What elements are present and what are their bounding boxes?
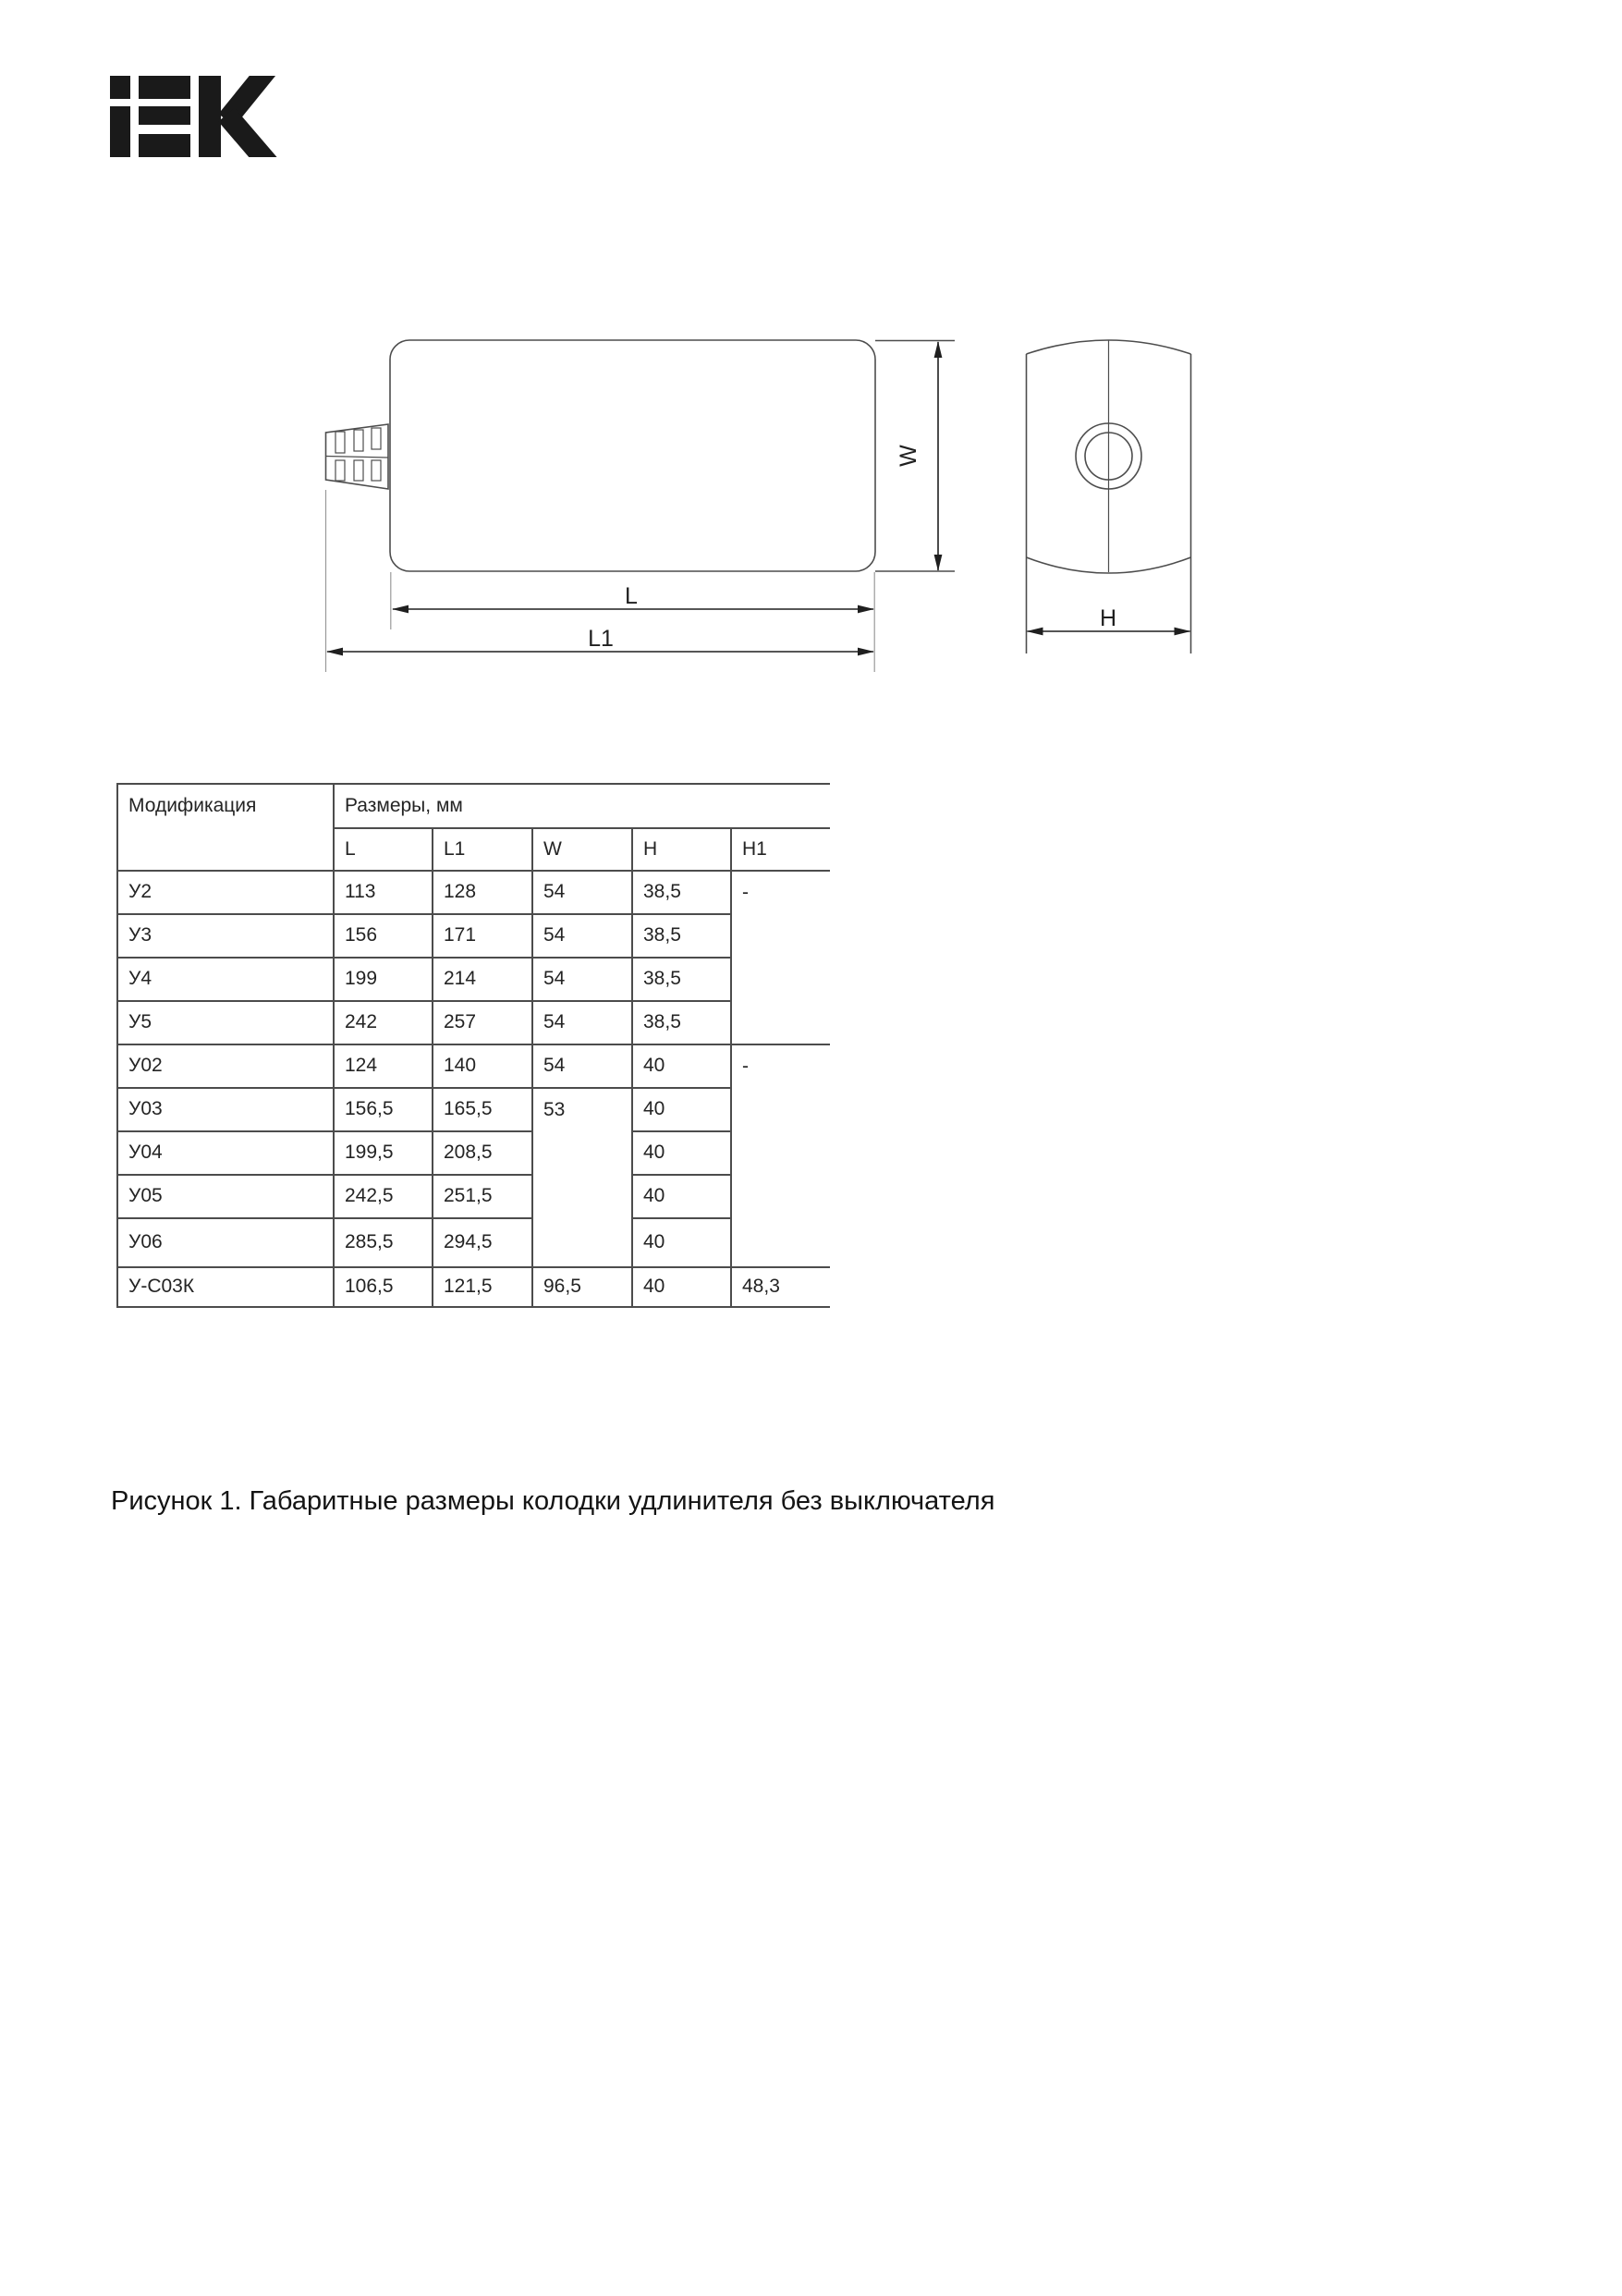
table-row <box>117 1131 830 1175</box>
cell-h: 40 <box>632 1044 731 1088</box>
cell-w: 54 <box>532 1001 632 1044</box>
plug-vent-slots <box>335 428 381 481</box>
logo-e-mid-bar <box>139 106 190 125</box>
cell-l: 156 <box>334 914 433 958</box>
top-view-body <box>390 340 875 571</box>
cell-mod: У2 <box>117 871 334 914</box>
cell-l1: 128 <box>433 871 532 914</box>
figure-caption: Рисунок 1. Габаритные размеры колодки удлинителя без выключателя <box>111 1486 995 1516</box>
table-row <box>117 1044 830 1088</box>
header-col-l1: L1 <box>433 828 532 871</box>
cell-l1: 214 <box>433 958 532 1001</box>
logo-e-top-bar <box>139 76 190 99</box>
cell-w: 54 <box>532 871 632 914</box>
dim-label-l1: L1 <box>588 626 614 652</box>
cell-w: 54 <box>532 914 632 958</box>
cell-mod: У5 <box>117 1001 334 1044</box>
header-col-h: H <box>632 828 731 871</box>
table-row <box>117 1267 830 1307</box>
cell-h: 40 <box>632 1218 731 1267</box>
iek-logo <box>110 76 289 157</box>
table-row <box>117 1001 830 1044</box>
cell-h: 38,5 <box>632 871 731 914</box>
cell-w: 96,5 <box>532 1267 632 1307</box>
cell-h: 40 <box>632 1175 731 1218</box>
technical-drawing <box>314 328 1201 684</box>
cell-h: 38,5 <box>632 914 731 958</box>
cell-h1: - <box>731 871 830 1044</box>
cell-l1: 208,5 <box>433 1131 532 1175</box>
cell-l: 113 <box>334 871 433 914</box>
iek-logo-glyphs <box>110 76 271 157</box>
cell-l1: 257 <box>433 1001 532 1044</box>
cell-h1: 48,3 <box>731 1267 830 1307</box>
cell-l: 242 <box>334 1001 433 1044</box>
cell-l: 285,5 <box>334 1218 433 1267</box>
header-col-w: W <box>532 828 632 871</box>
table-header-row-1 <box>117 784 830 828</box>
cell-l: 242,5 <box>334 1175 433 1218</box>
header-sizes: Размеры, мм <box>334 784 830 828</box>
cell-l1: 165,5 <box>433 1088 532 1131</box>
cell-h: 40 <box>632 1267 731 1307</box>
table-row <box>117 958 830 1001</box>
header-col-l: L <box>334 828 433 871</box>
cell-l: 124 <box>334 1044 433 1088</box>
table-row <box>117 1175 830 1218</box>
dimension-l <box>391 572 874 672</box>
cell-h: 40 <box>632 1131 731 1175</box>
cell-l: 106,5 <box>334 1267 433 1307</box>
cell-mod: У02 <box>117 1044 334 1088</box>
cell-l: 199,5 <box>334 1131 433 1175</box>
dim-label-w: W <box>896 445 921 467</box>
cell-l1: 251,5 <box>433 1175 532 1218</box>
cell-mod: У-С03К <box>117 1267 334 1307</box>
dimension-l1 <box>326 490 875 672</box>
logo-k-stem <box>199 76 221 157</box>
table-row <box>117 1218 830 1267</box>
cell-mod: У3 <box>117 914 334 958</box>
dimensions-table <box>116 783 830 1308</box>
cell-l1: 140 <box>433 1044 532 1088</box>
cell-mod: У4 <box>117 958 334 1001</box>
logo-k-lower-arm <box>226 115 271 157</box>
header-modification: Модификация <box>117 784 334 871</box>
cell-w: 54 <box>532 958 632 1001</box>
cell-mod: У06 <box>117 1218 334 1267</box>
header-col-h1: H1 <box>731 828 830 871</box>
cell-h: 38,5 <box>632 958 731 1001</box>
table-row <box>117 1088 830 1131</box>
cell-mod: У04 <box>117 1131 334 1175</box>
dimension-w <box>875 341 955 572</box>
cell-w: 53 <box>532 1088 632 1267</box>
logo-i-dot <box>110 76 130 99</box>
plug-strain-relief <box>326 424 389 489</box>
cell-h1: - <box>731 1044 830 1267</box>
cell-l1: 294,5 <box>433 1218 532 1267</box>
cell-h: 38,5 <box>632 1001 731 1044</box>
cell-w: 54 <box>532 1044 632 1088</box>
cell-mod: У05 <box>117 1175 334 1218</box>
cell-l: 156,5 <box>334 1088 433 1131</box>
dimension-h <box>1027 605 1191 635</box>
table-row <box>117 871 830 914</box>
cell-l1: 171 <box>433 914 532 958</box>
logo-i-stem <box>110 106 130 157</box>
dim-label-h: H <box>1099 605 1117 631</box>
cell-l: 199 <box>334 958 433 1001</box>
cell-l1: 121,5 <box>433 1267 532 1307</box>
cell-h: 40 <box>632 1088 731 1131</box>
logo-e-bottom-bar <box>139 134 190 157</box>
table-row <box>117 914 830 958</box>
cell-mod: У03 <box>117 1088 334 1131</box>
dim-label-l: L <box>625 583 638 609</box>
